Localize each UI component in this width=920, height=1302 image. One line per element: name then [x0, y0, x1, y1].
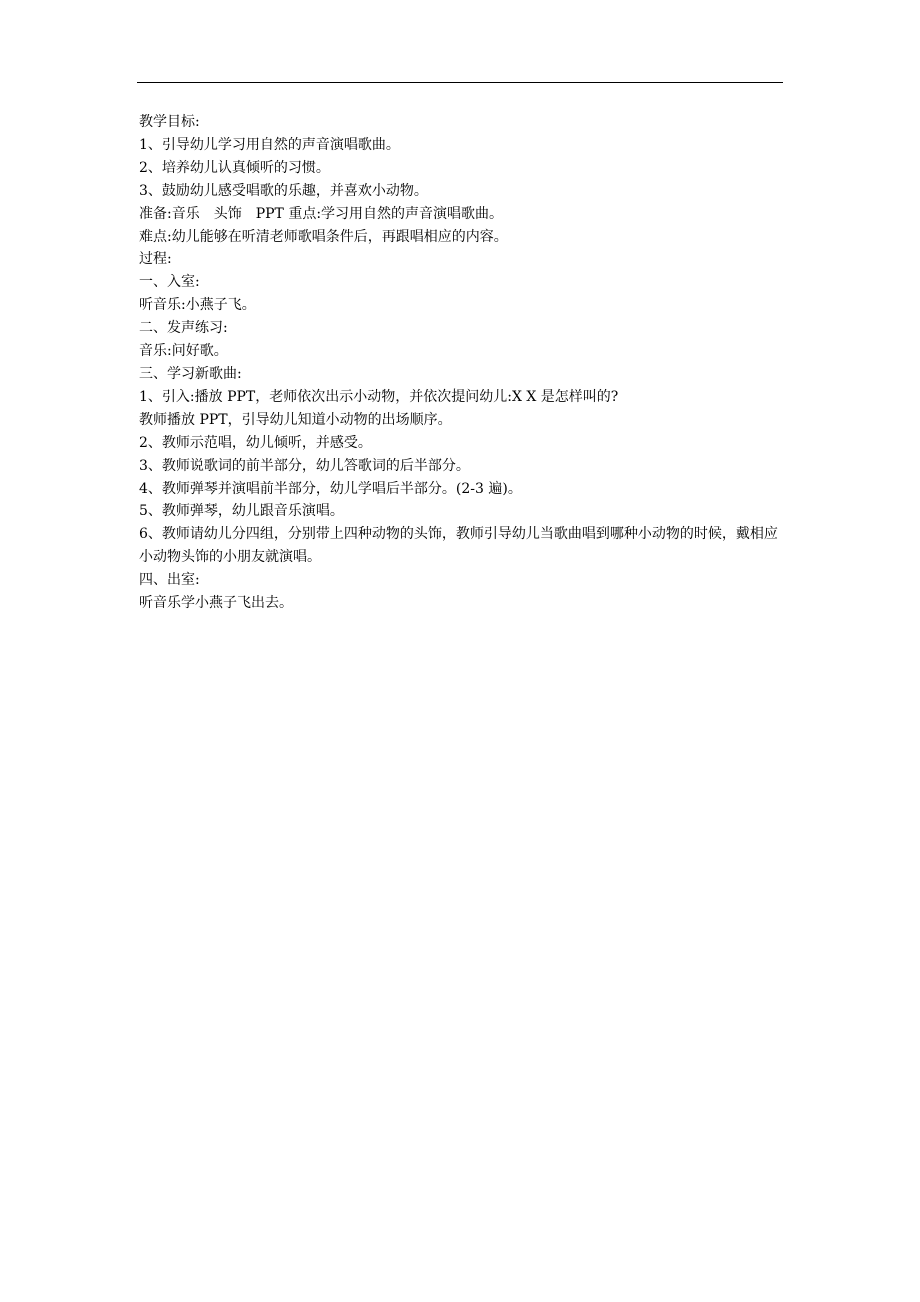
new-song-item-6: 6、教师请幼儿分四组，分别带上四种动物的头饰，教师引导幼儿当歌曲唱到哪种小动物的时候，戴相应小动物头饰的小朋友就演唱。: [139, 526, 778, 566]
new-song-item-2: 2、教师示范唱，幼儿倾听，并感受。: [139, 434, 372, 451]
step-heading-enter: 一、入室:: [139, 274, 200, 291]
objective-item-2: 2、培养幼儿认真倾听的习惯。: [139, 159, 330, 176]
new-song-item-3: 3、教师说歌词的前半部分，幼儿答歌词的后半部分。: [139, 457, 470, 474]
step-exit-detail: 听音乐学小燕子飞出去。: [139, 595, 293, 612]
new-song-item-1-detail: 教师播放 PPT，引导幼儿知道小动物的出场顺序。: [139, 411, 452, 428]
objective-item-1: 1、引导幼儿学习用自然的声音演唱歌曲。: [139, 136, 400, 153]
new-song-item-5: 5、教师弹琴，幼儿跟音乐演唱。: [139, 503, 344, 520]
step-heading-vocal: 二、发声练习:: [139, 320, 228, 337]
objective-item-3: 3、鼓励幼儿感受唱歌的乐趣，并喜欢小动物。: [139, 182, 428, 199]
header-rule: [137, 82, 783, 83]
difficulty-line: 难点:幼儿能够在听清老师歌唱条件后，再跟唱相应的内容。: [139, 228, 508, 245]
step-vocal-detail: 音乐:问好歌。: [139, 343, 228, 360]
preparation-line: 准备:音乐 头饰 PPT 重点:学习用自然的声音演唱歌曲。: [139, 205, 504, 222]
step-heading-exit: 四、出室:: [139, 572, 200, 589]
document-body: [139, 111, 787, 615]
section-heading-objectives: 教学目标:: [139, 114, 200, 130]
new-song-item-4: 4、教师弹琴并演唱前半部分，幼儿学唱后半部分。(2-3 遍)。: [139, 480, 522, 497]
step-heading-new-song: 三、学习新歌曲:: [139, 365, 242, 382]
section-heading-process: 过程:: [139, 251, 172, 268]
step-enter-detail: 听音乐:小燕子飞。: [139, 297, 256, 314]
new-song-item-1: 1、引入:播放 PPT，老师依次出示小动物，并依次提问幼儿:X X 是怎样叫的?: [139, 388, 619, 405]
